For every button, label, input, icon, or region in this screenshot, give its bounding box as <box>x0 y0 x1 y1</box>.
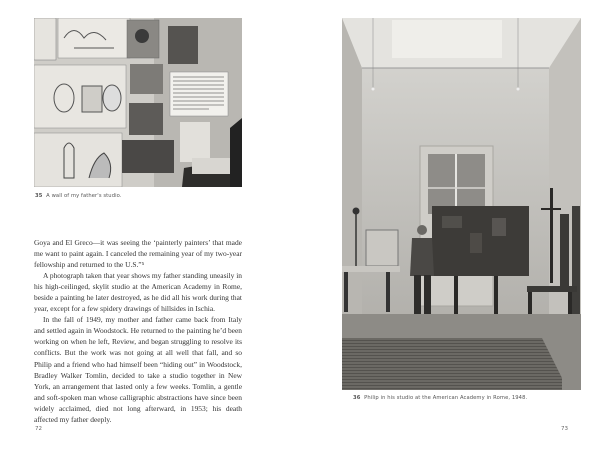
studio-wall-photo <box>34 18 242 187</box>
paragraph: In the fall of 1949, my mother and father came back from Italy and settled again in Woodstock. He returned to the painting he’d been working on when he left, Review, and began struggling to resolve its conflicts. But the work was not going at all well that fall, and so Philip and a friend who had himself been “hiding out” in Woodstock, Bradley Walker Tomlin, decided to take a studio together in New York, an arrangement that lasted only a few weeks. Tomlin, a gentle and soft-spoken man whose calligraphic abstractions have since been widely acclaimed, died not long afterward, in 1953; his death affected my father deeply. <box>34 315 242 424</box>
studio-rome-image <box>342 18 581 390</box>
studio-rome-photo <box>342 18 581 390</box>
caption-number: 35 <box>35 193 43 199</box>
body-text <box>34 237 242 425</box>
right-page <box>300 0 600 452</box>
paragraph: A photograph taken that year shows my father standing uneasily in his high-ceilinged, skylit studio at the American Academy in Rome, beside a painting he later destroyed, as he did all his work during that year, except for a few spidery drawings of hillsides in Ischia. <box>34 271 242 314</box>
page-number-right: 73 <box>561 426 568 432</box>
paragraph: Goya and El Greco—it was seeing the ‘painterly painters’ that made me want to paint again. I canceled the remaining year of my two-year fellowship and returned to the U.S.”⁵ <box>34 238 242 270</box>
caption-text: A wall of my father's studio. <box>46 193 122 199</box>
caption-text: Philip in his studio at the American Academy in Rome, 1948. <box>364 395 528 401</box>
figure-caption-36 <box>353 395 527 401</box>
studio-wall-image <box>34 18 242 187</box>
figure-caption-35 <box>35 193 122 199</box>
caption-number: 36 <box>353 395 361 401</box>
page-number-left: 72 <box>35 426 42 432</box>
